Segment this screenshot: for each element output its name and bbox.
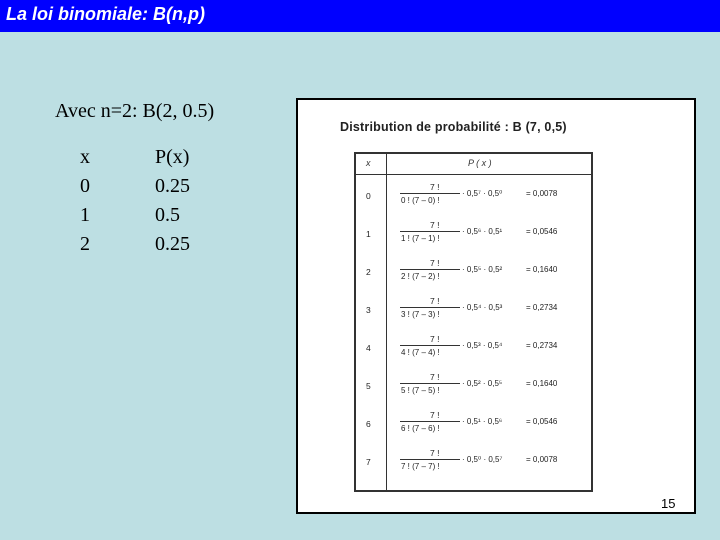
distribution-header bbox=[356, 154, 591, 175]
fraction-bar bbox=[400, 231, 460, 232]
fraction-bar bbox=[400, 307, 460, 308]
row-k-value: 4 bbox=[366, 343, 371, 353]
fraction-bar bbox=[400, 459, 460, 460]
probability-expression: · 0,5¹ · 0,5⁶ bbox=[462, 417, 503, 426]
fraction-bar bbox=[400, 193, 460, 194]
row-k-value: 0 bbox=[366, 191, 371, 201]
probability-result: = 0,2734 bbox=[526, 303, 558, 312]
fraction-bar bbox=[400, 345, 460, 346]
fraction-denominator: 0 ! (7 – 0) ! bbox=[401, 196, 440, 205]
probability-result: = 0,1640 bbox=[526, 379, 558, 388]
fraction-numerator: 7 ! bbox=[430, 372, 440, 382]
fraction-numerator: 7 ! bbox=[430, 296, 440, 306]
distribution-row bbox=[356, 368, 591, 406]
fraction-denominator: 2 ! (7 – 2) ! bbox=[401, 272, 440, 281]
header-x: x bbox=[366, 158, 371, 168]
cell-px: 0.25 bbox=[155, 233, 190, 255]
fraction-denominator: 1 ! (7 – 1) ! bbox=[401, 234, 440, 243]
probability-expression: · 0,5⁷ · 0,5⁰ bbox=[462, 189, 503, 198]
slide-subtitle: Avec n=2: B(2, 0.5) bbox=[55, 100, 215, 122]
fraction-bar bbox=[400, 383, 460, 384]
probability-result: = 0,0546 bbox=[526, 227, 558, 236]
probability-expression: · 0,5⁰ · 0,5⁷ bbox=[462, 455, 503, 464]
table-row bbox=[80, 230, 235, 259]
page-number: 15 bbox=[661, 496, 676, 511]
cell-px: 0.25 bbox=[155, 175, 190, 197]
table-row bbox=[80, 201, 235, 230]
fraction-numerator: 7 ! bbox=[430, 220, 440, 230]
title-bar bbox=[0, 0, 720, 32]
cell-px: 0.5 bbox=[155, 204, 180, 226]
header-px: P(x) bbox=[155, 146, 190, 168]
probability-expression: · 0,5² · 0,5⁵ bbox=[462, 379, 503, 388]
row-k-value: 6 bbox=[366, 419, 371, 429]
probability-table bbox=[80, 143, 235, 259]
header-x: x bbox=[80, 146, 90, 168]
fraction-denominator: 4 ! (7 – 4) ! bbox=[401, 348, 440, 357]
table-row bbox=[80, 172, 235, 201]
distribution-table bbox=[354, 152, 593, 492]
distribution-row bbox=[356, 444, 591, 482]
fraction-numerator: 7 ! bbox=[430, 448, 440, 458]
probability-result: = 0,0546 bbox=[526, 417, 558, 426]
cell-x: 0 bbox=[80, 175, 90, 197]
distribution-row bbox=[356, 178, 591, 216]
row-k-value: 2 bbox=[366, 267, 371, 277]
probability-result: = 0,2734 bbox=[526, 341, 558, 350]
fraction-numerator: 7 ! bbox=[430, 182, 440, 192]
header-px: P ( x ) bbox=[468, 158, 492, 168]
fraction-denominator: 6 ! (7 – 6) ! bbox=[401, 424, 440, 433]
fraction-denominator: 5 ! (7 – 5) ! bbox=[401, 386, 440, 395]
probability-expression: · 0,5⁵ · 0,5² bbox=[462, 265, 503, 274]
probability-expression: · 0,5⁶ · 0,5¹ bbox=[462, 227, 503, 236]
scan-title: Distribution de probabilité : B (7, 0,5) bbox=[340, 120, 567, 134]
cell-x: 2 bbox=[80, 233, 90, 255]
fraction-numerator: 7 ! bbox=[430, 334, 440, 344]
distribution-row bbox=[356, 216, 591, 254]
probability-result: = 0,0078 bbox=[526, 189, 558, 198]
fraction-bar bbox=[400, 269, 460, 270]
distribution-row bbox=[356, 292, 591, 330]
distribution-row bbox=[356, 330, 591, 368]
row-k-value: 5 bbox=[366, 381, 371, 391]
probability-expression: · 0,5³ · 0,5⁴ bbox=[462, 341, 503, 350]
row-k-value: 3 bbox=[366, 305, 371, 315]
fraction-numerator: 7 ! bbox=[430, 410, 440, 420]
table-header-row bbox=[80, 143, 235, 172]
scanned-distribution-image bbox=[296, 98, 696, 514]
probability-expression: · 0,5⁴ · 0,5³ bbox=[462, 303, 503, 312]
row-k-value: 7 bbox=[366, 457, 371, 467]
cell-x: 1 bbox=[80, 204, 90, 226]
distribution-row bbox=[356, 254, 591, 292]
probability-result: = 0,1640 bbox=[526, 265, 558, 274]
fraction-bar bbox=[400, 421, 460, 422]
slide-title: La loi binomiale: B(n,p) bbox=[6, 4, 205, 24]
fraction-denominator: 7 ! (7 – 7) ! bbox=[401, 462, 440, 471]
distribution-row bbox=[356, 406, 591, 444]
fraction-numerator: 7 ! bbox=[430, 258, 440, 268]
probability-result: = 0,0078 bbox=[526, 455, 558, 464]
row-k-value: 1 bbox=[366, 229, 371, 239]
fraction-denominator: 3 ! (7 – 3) ! bbox=[401, 310, 440, 319]
